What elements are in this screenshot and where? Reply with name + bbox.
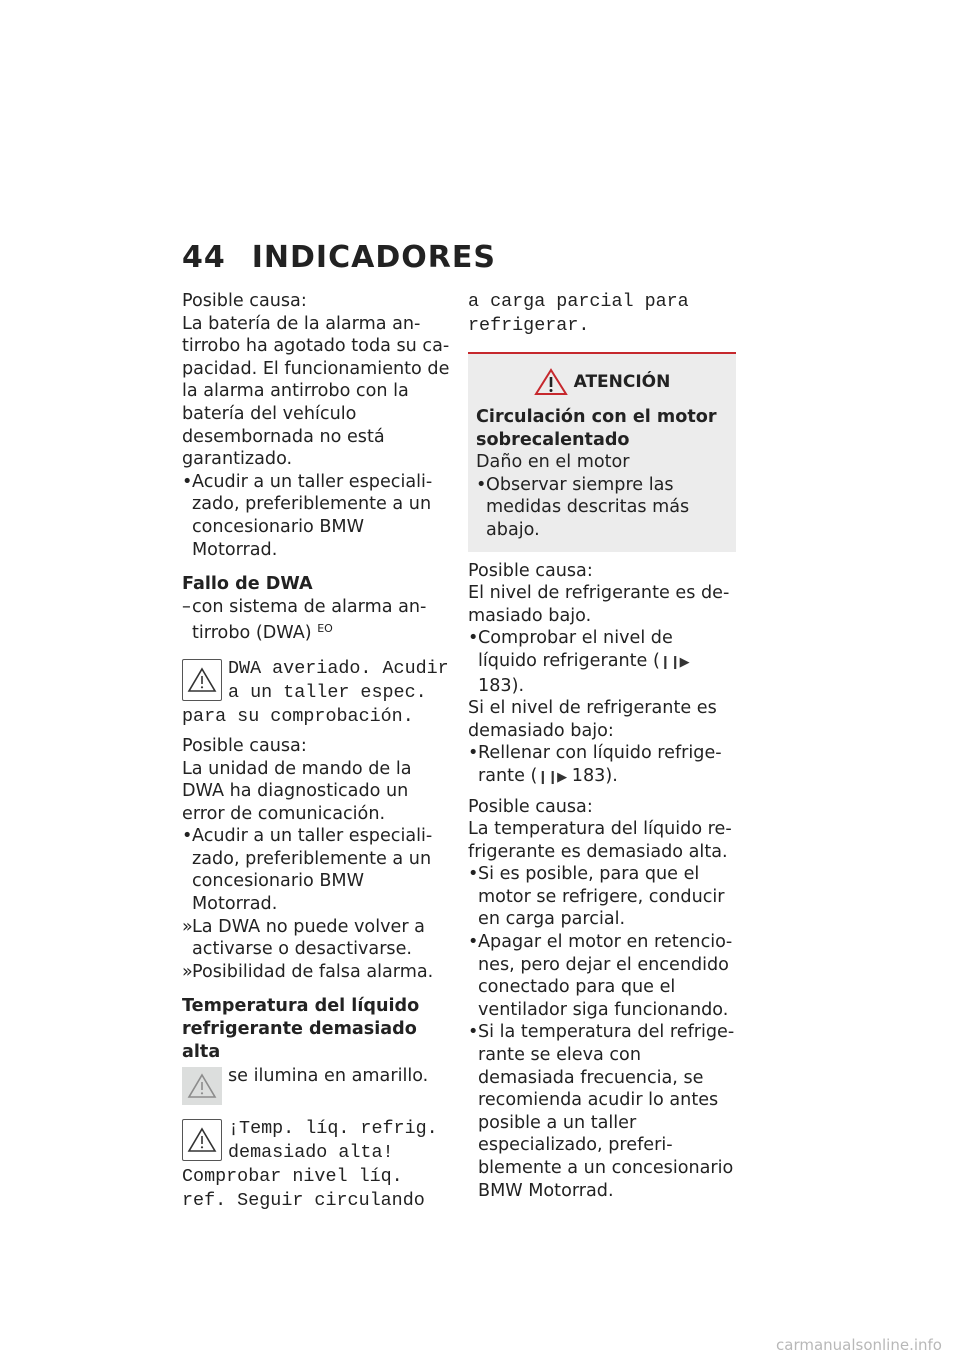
page-reference-arrow-icon: ❙❙▶ — [537, 769, 567, 785]
action-bullet: •Apagar el motor en retenciones, pero dejar el encendido conectado para que el ventilador siga funcionando. — [468, 932, 733, 1020]
cause-label: Posible causa: — [468, 796, 593, 817]
action-bullet: •Si es posible, para que el motor se refrigere, conducir en carga parcial. — [468, 864, 725, 930]
result-arrow: » — [182, 916, 193, 937]
page-header — [182, 240, 496, 275]
bullet-dot: • — [468, 1022, 479, 1043]
action-bullet: •Acudir a un taller especializado, preferiblemente a un concesionario BMW Motorrad. — [182, 471, 433, 560]
result-arrow: » — [182, 961, 193, 982]
cause-label: Posible causa: — [182, 735, 307, 756]
cause-label: Posible causa: — [182, 291, 307, 311]
attention-subject: Circulación con el motor sobrecalentado — [476, 407, 717, 450]
attention-title: ATENCIÓN — [573, 371, 671, 392]
cause-text: El nivel de refrigerante es demasiado bajo. — [468, 583, 730, 626]
left-column — [182, 290, 454, 1213]
action-bullet: •Comprobar el nivel de líquido refrigerante (❙❙▶ 183). — [468, 628, 689, 696]
display-message-dwa — [182, 657, 454, 729]
equipment-note: –con sistema de alarma antirrobo (DWA) $^{EO}$ — [182, 596, 427, 644]
watermark: carmanualsonline.info — [776, 1336, 942, 1354]
bullet-dot: • — [468, 864, 479, 885]
bullet-dot: • — [476, 474, 487, 495]
bullet-dot: • — [182, 471, 193, 492]
cause-label: Posible causa: — [468, 560, 593, 581]
indicator-lamp-row — [182, 1065, 454, 1105]
bullet-dot: • — [182, 826, 193, 847]
attention-box — [468, 352, 736, 552]
condition-text: Si el nivel de refrigerante es demasiado bajo: — [468, 698, 717, 741]
lamp-text: se ilumina en amarillo. — [228, 1066, 429, 1087]
chapter-title: INDICADORES — [251, 240, 496, 275]
cause-text: La batería de la alarma antirrobo ha agotado toda su capacidad. El funcionamiento de la alarma antirrobo con la batería del vehículo desembornada no está garantizado. — [182, 313, 450, 470]
page-reference-arrow-icon: ❙❙▶ — [659, 654, 689, 670]
warning-triangle-icon — [182, 1119, 222, 1161]
warning-lamp-icon — [182, 1067, 222, 1105]
attention-triangle-icon — [534, 368, 568, 396]
section-heading-coolant: Temperatura del líquido refrigerante demasiado alta — [182, 996, 420, 1062]
bullet-dot: • — [468, 628, 479, 649]
action-bullet: •Rellenar con líquido refrigerante (❙❙▶ 183). — [468, 743, 722, 786]
cause-text: La temperatura del líquido refrigerante es demasiado alta. — [468, 819, 732, 862]
section-heading-dwa: Fallo de DWA — [182, 574, 313, 595]
page-reference[interactable]: 183 — [478, 675, 512, 696]
right-column — [468, 290, 736, 1202]
dash: – — [182, 596, 191, 617]
action-bullet: •Si la temperatura del refrigerante se eleva con demasiada frecuencia, se recomienda acudir lo antes posible a un taller especializado, preferiblemente a un concesionario BMW Motorrad. — [468, 1022, 735, 1201]
page-number: 44 — [182, 240, 226, 275]
result-item: »Posibilidad de falsa alarma. — [182, 961, 434, 982]
display-text: DWA averiado. Acudir a un taller espec. para su comprobación. — [182, 657, 449, 727]
display-message-coolant — [182, 1117, 454, 1213]
bullet-dot: • — [468, 743, 479, 764]
warning-triangle-icon — [182, 659, 222, 701]
attention-bullet: •Observar siempre las medidas descritas más abajo. — [476, 474, 690, 540]
attention-header — [476, 368, 728, 396]
action-bullet: •Acudir a un taller especializado, preferiblemente a un concesionario BMW Motorrad. — [182, 826, 433, 915]
result-item: »La DWA no puede volver a activarse o desactivarse. — [182, 916, 425, 960]
display-text-continued: a carga parcial para refrigerar. — [468, 291, 689, 336]
page-reference[interactable]: 183 — [571, 765, 606, 786]
cause-text: La unidad de mando de la DWA ha diagnosticado un error de comunicación. — [182, 758, 412, 824]
display-text: ¡Temp. líq. refrig. demasiado alta! Comprobar nivel líq. ref. Seguir circulando — [182, 1118, 438, 1212]
equipment-code: EO — [317, 622, 333, 636]
bullet-dot: • — [468, 932, 479, 953]
attention-consequence: Daño en el motor — [476, 452, 630, 473]
